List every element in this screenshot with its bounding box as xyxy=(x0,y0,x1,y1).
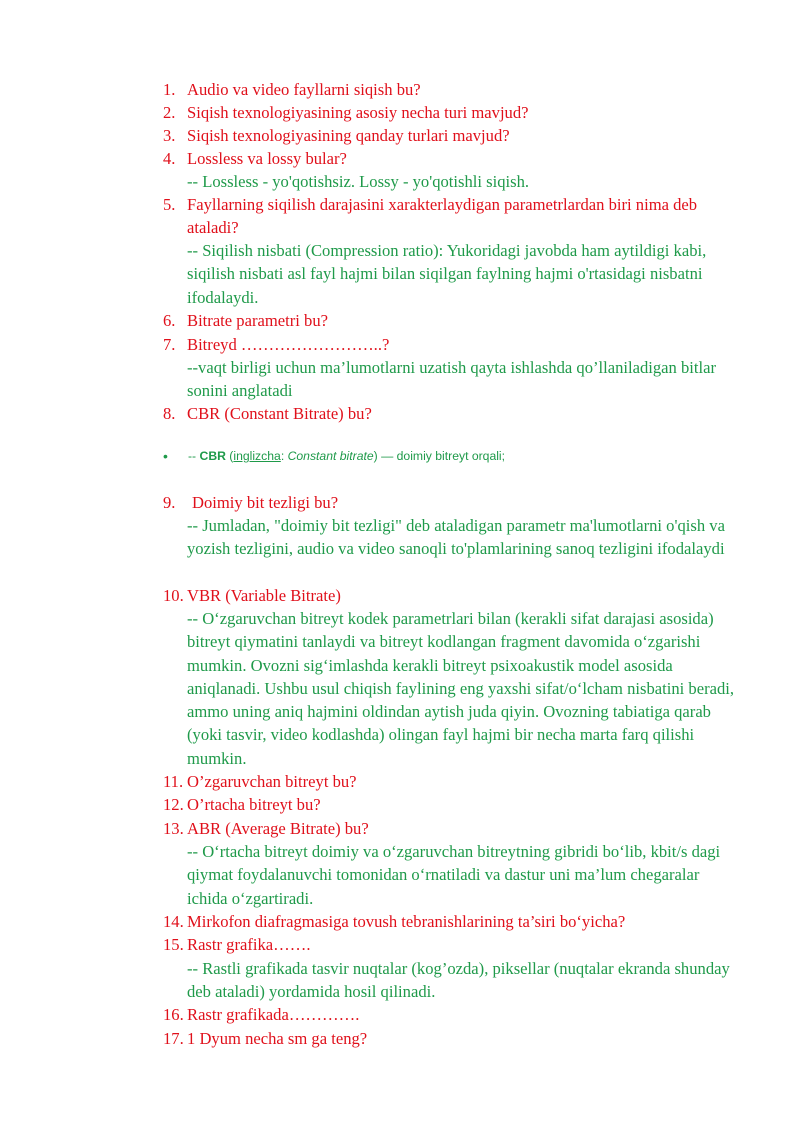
question-13 xyxy=(163,817,744,840)
bullet-bold-term: CBR xyxy=(199,449,226,463)
item-number: 2. xyxy=(163,103,176,122)
question-10 xyxy=(163,584,744,607)
answer-4: -- Lossless - yo'qotishsiz. Lossy - yo'qotishli siqish. xyxy=(187,172,530,191)
answer-9: -- Jumladan, "doimiy bit tezligi" deb ataladigan parametr ma'lumotlarni o'qish va yozish tezligini, audio va video sanoqli to'plamlarining sanoq tezligini ifodalaydi xyxy=(187,516,725,559)
question-text: O’zgaruvchan bitreyt bu? xyxy=(187,772,357,791)
bullet-icon: • xyxy=(163,448,168,464)
question-text: Bitreyd ……………………..? xyxy=(187,335,390,354)
bullet-prefix: -- xyxy=(188,449,200,463)
bullet-text xyxy=(188,447,505,465)
question-text: CBR (Constant Bitrate) bu? xyxy=(187,404,372,423)
item-number: 11. xyxy=(163,772,184,791)
bullet-link[interactable]: inglizcha xyxy=(233,449,281,463)
question-text: VBR (Variable Bitrate) xyxy=(187,586,341,605)
question-text: Lossless va lossy bular? xyxy=(187,149,347,168)
question-17 xyxy=(163,1027,744,1050)
question-text: 1 Dyum necha sm ga teng? xyxy=(187,1029,368,1048)
item-number: 13. xyxy=(163,819,184,838)
question-2 xyxy=(163,101,744,124)
question-text: Siqish texnologiyasining qanday turlari mavjud? xyxy=(187,126,510,145)
item-number: 4. xyxy=(163,149,176,168)
question-16 xyxy=(163,1003,744,1026)
question-6 xyxy=(163,309,744,332)
item-number: 3. xyxy=(163,126,176,145)
item-number: 9. xyxy=(163,493,176,512)
item-number: 14. xyxy=(163,912,184,931)
question-4 xyxy=(163,147,744,170)
item-number: 8. xyxy=(163,404,176,423)
question-14 xyxy=(163,910,744,933)
bullet-colon: : xyxy=(280,449,288,463)
question-text: Bitrate parametri bu? xyxy=(187,311,328,330)
question-text: ABR (Average Bitrate) bu? xyxy=(187,819,369,838)
item-number: 5. xyxy=(163,195,176,214)
answer-10: -- O‘zgaruvchan bitreyt kodek parametrlari bilan (kerakli sifat darajasi asosida) bitreyt qiymatini tanlaydi va bitreyt kodlangan fragment davomida o‘zgarishi mumkin. Ovozni sig‘imlashda kerakli bitreyt psixoakustik model asosida aniqlanadi. Ushbu usul chiqish faylining eng yaxshi sifat/o‘lcham nisbatini beradi, ammo uning aniq hajmini oldindan aytish juda qiyin. Ovozning tabiatiga qarab (yoki tasvir, video kodlashda) olingan fayl hajmi bir necha marta farq qilishi mumkin. xyxy=(187,609,735,768)
question-1 xyxy=(163,78,744,101)
question-8 xyxy=(163,402,744,425)
question-text: Rastr grafika……. xyxy=(187,935,311,954)
bullet-rest: ) — doimiy bitreyt orqali; xyxy=(373,449,506,463)
bullet-open-paren: ( xyxy=(225,449,234,463)
item-number: 12. xyxy=(163,795,184,814)
question-5 xyxy=(163,193,744,240)
item-number: 15. xyxy=(163,935,184,954)
answer-5: -- Siqilish nisbati (Compression ratio): Yukoridagi javobda ham aytildigi kabi, siqilish nisbati asl fayl hajmi bilan siqilgan faylning hajmi o'rtasidagi nisbatni ifodalaydi. xyxy=(187,241,707,307)
question-text: Fayllarning siqilish darajasini xarakterlaydigan parametrlardan biri nima deb ataladi? xyxy=(187,195,698,238)
question-12 xyxy=(163,793,744,816)
item-number: 1. xyxy=(163,80,176,99)
answer-13: -- O‘rtacha bitreyt doimiy va o‘zgaruvchan bitreytning gibridi bo‘lib, kbit/s dagi qiymat foydalanuvchi tomonidan o‘rnatiladi va dastur uni ma’lum chegaralar ichida o‘zgartiradi. xyxy=(187,842,721,908)
question-11 xyxy=(163,770,744,793)
question-text: Mirkofon diafragmasiga tovush tebranishlarining ta’siri bo‘yicha? xyxy=(187,912,626,931)
question-3 xyxy=(163,124,744,147)
item-number: 16. xyxy=(163,1005,184,1024)
question-text: Audio va video fayllarni siqish bu? xyxy=(187,80,421,99)
question-15 xyxy=(163,933,744,956)
item-number: 10. xyxy=(163,586,184,605)
item-number: 7. xyxy=(163,335,176,354)
question-7 xyxy=(163,333,744,356)
answer-15: -- Rastli grafikada tasvir nuqtalar (kog’ozda), piksellar (nuqtalar ekranda shunday deb ataladi) yordamida hosil qilinadi. xyxy=(187,959,730,1002)
question-text: Rastr grafikada…………. xyxy=(187,1005,360,1024)
item-number: 6. xyxy=(163,311,176,330)
answer-7: --vaqt birligi uchun ma’lumotlarni uzatish qayta ishlashda qo’llaniladigan bitlar sonini anglatadi xyxy=(187,358,717,401)
item-number: 17. xyxy=(163,1029,184,1048)
question-text: Doimiy bit tezligi bu? xyxy=(192,493,339,512)
question-text: O’rtacha bitreyt bu? xyxy=(187,795,321,814)
question-9 xyxy=(163,491,744,514)
question-text: Siqish texnologiyasining asosiy necha turi mavjud? xyxy=(187,103,529,122)
bullet-italic: Constant bitrate xyxy=(287,449,374,463)
